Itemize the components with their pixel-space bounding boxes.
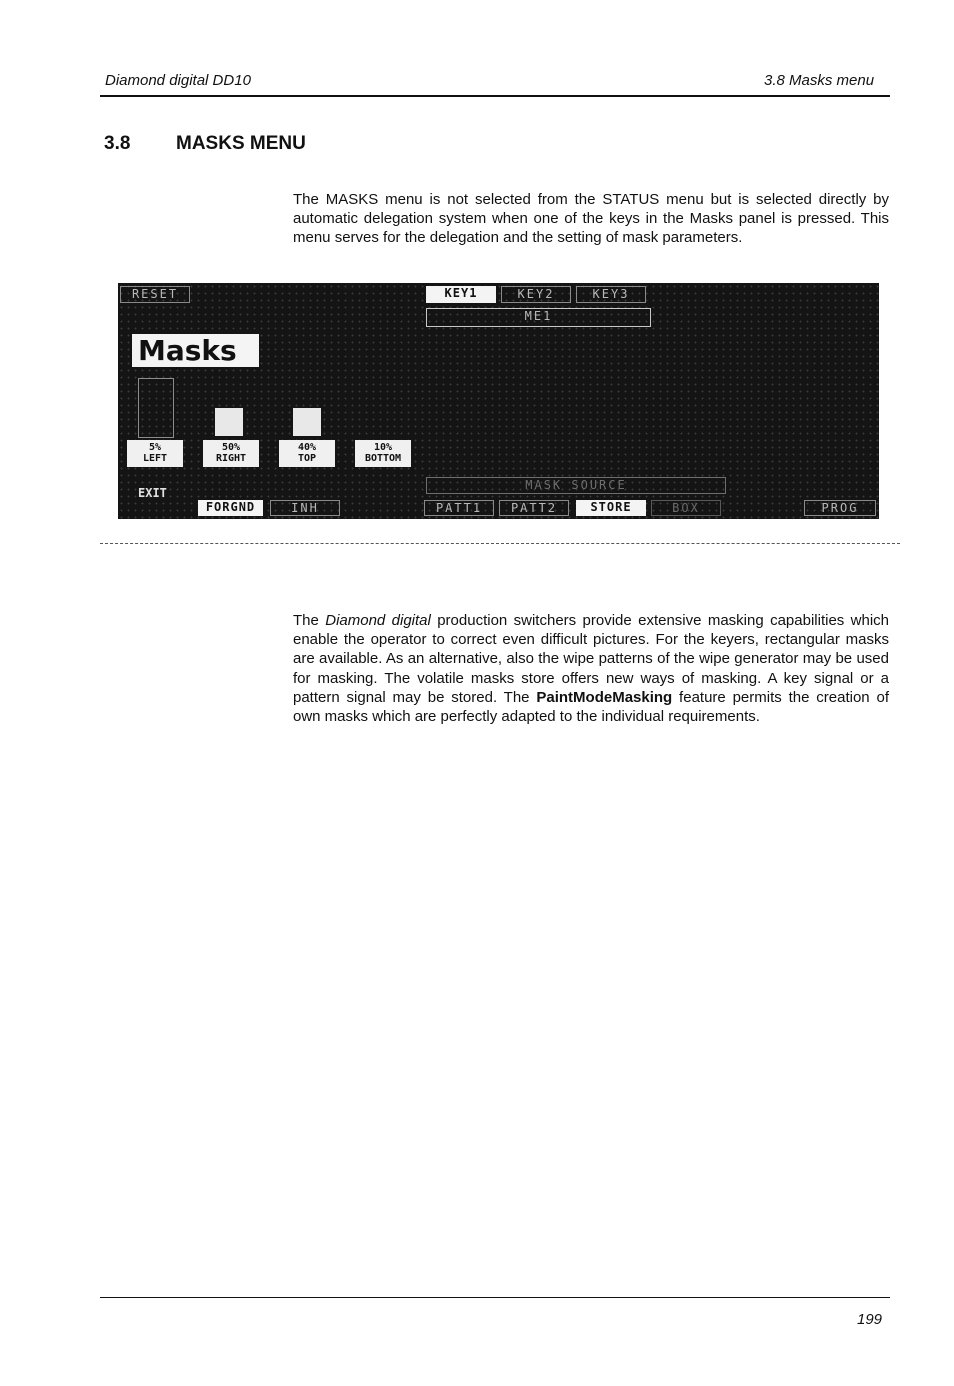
brand-name: Diamond digital — [325, 612, 431, 629]
body-paragraph — [293, 611, 889, 726]
bottom-mask-percent: 10% — [373, 442, 393, 453]
menu-title: Masks — [132, 334, 259, 367]
tab-key3[interactable]: KEY3 — [576, 286, 646, 303]
body-text-start: The — [293, 612, 326, 629]
source-patt1-button[interactable]: PATT1 — [424, 500, 494, 516]
right-mask-label: RIGHT — [215, 453, 247, 464]
footer-rule — [100, 1297, 890, 1298]
page-number: 199 — [857, 1311, 883, 1328]
source-patt2-button[interactable]: PATT2 — [499, 500, 569, 516]
me-selector[interactable]: ME1 — [426, 308, 651, 327]
inh-button[interactable]: INH — [270, 500, 340, 516]
right-mask-percent: 50% — [221, 442, 241, 453]
exit-button[interactable]: EXIT — [138, 486, 167, 500]
forgnd-button[interactable]: FORGND — [198, 500, 263, 516]
panel-divider — [100, 543, 900, 544]
top-mask-percent: 40% — [297, 442, 317, 453]
tab-key1[interactable]: KEY1 — [426, 286, 496, 303]
section-title: MASKS MENU — [176, 133, 306, 154]
masks-menu-screen — [118, 283, 879, 519]
source-box-button[interactable]: BOX — [651, 500, 721, 516]
body-text-end: feature permits the creation of own masks which are perfectly adapted to the individual requirements. — [293, 688, 889, 726]
bottom-mask-label: BOTTOM — [364, 453, 402, 464]
left-mask-bar[interactable] — [138, 378, 174, 438]
reset-button[interactable]: RESET — [120, 286, 190, 303]
top-mask-label: TOP — [297, 453, 317, 464]
mask-source-label: MASK SOURCE — [426, 477, 726, 494]
top-mask-value[interactable] — [279, 440, 335, 467]
top-mask-bar[interactable] — [293, 408, 321, 436]
feature-name: PaintModeMasking — [536, 688, 673, 706]
header-document-title: Diamond digital DD10 — [105, 72, 251, 89]
body-text-middle: production switchers provide extensive masking capabilities which enable the operator to correct even difficult pictures. For the keyers, rectangular masks are available. As an alternative, also the wipe patterns of the wipe generator may be used for masking. The volatile masks store offers new ways of masking. A key signal or a pattern signal may be stored. The — [293, 612, 890, 706]
header-rule — [100, 95, 890, 97]
right-mask-bar[interactable] — [215, 408, 243, 436]
left-mask-label: LEFT — [142, 453, 168, 464]
left-mask-percent: 5% — [148, 442, 162, 453]
header-section-title: 3.8 Masks menu — [764, 72, 875, 89]
section-number: 3.8 — [104, 133, 131, 154]
bottom-mask-value[interactable] — [355, 440, 411, 467]
left-mask-value[interactable] — [127, 440, 183, 467]
tab-key2[interactable]: KEY2 — [501, 286, 571, 303]
prog-button[interactable]: PROG — [804, 500, 876, 516]
intro-paragraph: The MASKS menu is not selected from the STATUS menu but is selected directly by automatic delegation system when one of the keys in the Masks panel is pressed. This menu serves for the delegation and the setting of mask parameters. — [293, 191, 889, 247]
source-store-button[interactable]: STORE — [576, 500, 646, 516]
right-mask-value[interactable] — [203, 440, 259, 467]
